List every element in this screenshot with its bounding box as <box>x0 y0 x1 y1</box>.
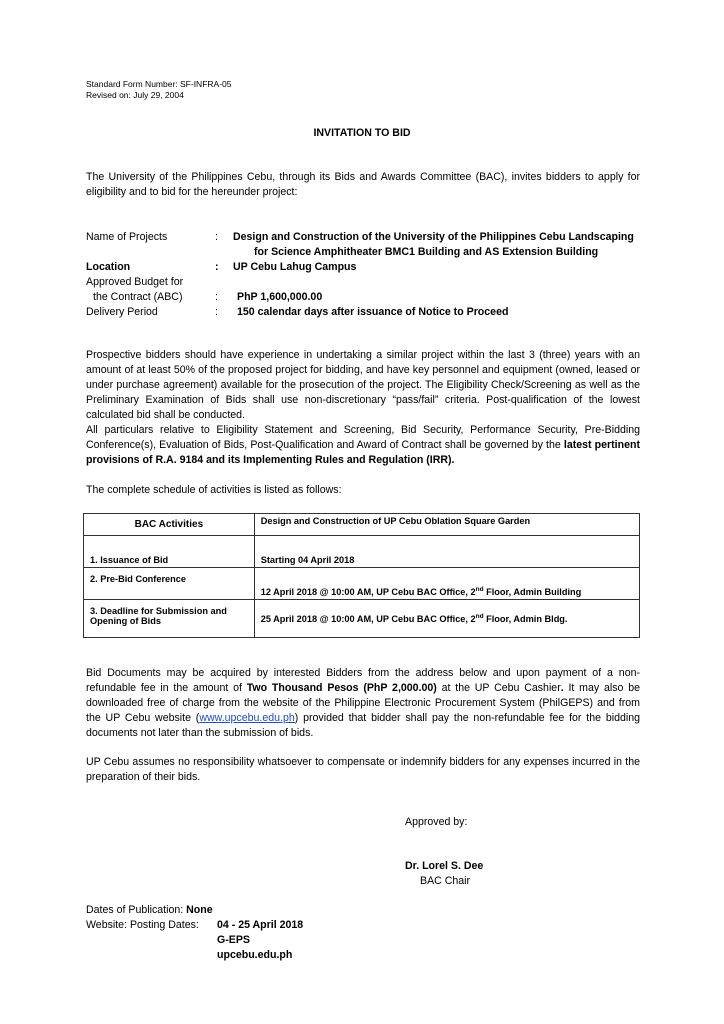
colon: : <box>215 306 218 318</box>
revised-date: Revised on: July 29, 2004 <box>86 90 184 100</box>
fee-amount: Two Thousand Pesos (PhP 2,000.00) <box>246 682 437 694</box>
experience-paragraph: Prospective bidders should have experience in undertaking a similar project within the last 3 (three) years with an amount of at least 50% of the proposed project for bidding, and have key personnel and equipment (owned, leased or under purchase agreement) available for the prosecution of the project. The Eligibility Check/Screening as well as the Preliminary Examination of Bids shall use non-discretionary “pass/fail” criteria. Post-qualification of the lowest calculated bid shall be conducted. <box>86 349 640 421</box>
detail-cell: 25 April 2018 @ 10:00 AM, UP Cebu BAC Office, 2nd Floor, Admin Bldg. <box>254 600 639 638</box>
table-row <box>84 600 640 638</box>
colon: : <box>215 261 219 273</box>
colon: : <box>215 291 218 303</box>
website-posting-label: Website: Posting Dates: <box>86 919 199 931</box>
approver-name: Dr. Lorel S. Dee <box>405 860 484 872</box>
upcebu-website-link[interactable]: www.upcebu.edu.ph <box>199 712 295 724</box>
activity-cell: 2. Pre-Bid Conference <box>84 568 255 600</box>
project-name-line1: Design and Construction of the University of the Philippines Cebu Landscaping <box>233 231 634 243</box>
intro-paragraph: The University of the Philippines Cebu, through its Bids and Awards Committee (BAC), invites bidders to apply for eligibility and to bid for the hereunder project: <box>86 171 640 198</box>
activity-cell: 1. Issuance of Bid <box>84 536 255 568</box>
location-label: Location <box>86 261 131 273</box>
delivery-label: Delivery Period <box>86 306 158 318</box>
publication-dates: Dates of Publication: None <box>86 904 213 916</box>
posting-site-geps: G-EPS <box>217 934 250 946</box>
budget-value: PhP 1,600,000.00 <box>237 291 323 303</box>
colon: : <box>215 231 218 243</box>
documents-paragraph: Bid Documents may be acquired by interested Bidders from the address below and upon payment of a non-refundable fee in the amount of Two Thousand Pesos (PhP 2,000.00) at the UP Cebu Cashier. It may also be downloaded free of charge from the website of the Philippine Electronic Procurement System (PhilGEPS) and from the UP Cebu website (www.upcebu.edu.ph) provided that bidder shall pay the non-refundable fee for the bidding documents not later than the submission of bids. <box>86 667 640 739</box>
schedule-intro: The complete schedule of activities is listed as follows: <box>86 484 342 496</box>
particulars-paragraph <box>86 423 640 468</box>
schedule-header-activities: BAC Activities <box>84 514 255 536</box>
project-name-line2: for Science Amphitheater BMC1 Building and AS Extension Building <box>254 246 599 258</box>
budget-label-line2: the Contract (ABC) <box>93 291 183 303</box>
table-row <box>84 568 640 600</box>
detail-cell: Starting 04 April 2018 <box>254 536 639 568</box>
form-number: Standard Form Number: SF-INFRA-05 <box>86 79 232 89</box>
document-title: INVITATION TO BID <box>313 127 411 139</box>
responsibility-paragraph: UP Cebu assumes no responsibility whatsoever to compensate or indemnify bidders for any expenses incurred in the preparation of their bids. <box>86 756 640 783</box>
schedule-header-project: Design and Construction of UP Cebu Oblation Square Garden <box>254 514 639 536</box>
delivery-value: 150 calendar days after issuance of Notice to Proceed <box>237 306 509 318</box>
project-name-label: Name of Projects <box>86 231 168 243</box>
budget-label-line1: Approved Budget for <box>86 276 184 288</box>
schedule-table <box>83 513 640 638</box>
posting-site-upcebu: upcebu.edu.ph <box>217 949 293 961</box>
particulars-bold: latest pertinent provisions of R.A. 9184 and its Implementing Rules and Regulation (IRR). <box>86 439 640 466</box>
detail-cell: 12 April 2018 @ 10:00 AM, UP Cebu BAC Office, 2nd Floor, Admin Building <box>254 568 639 600</box>
posting-dates: 04 - 25 April 2018 <box>217 919 304 931</box>
particulars-text: All particulars relative to Eligibility Statement and Screening, Bid Security, Performance Security, Pre-Bidding Conference(s), Evaluation of Bids, Post-Qualification and Award of Contract shall be governed by the <box>86 424 640 451</box>
approver-position: BAC Chair <box>420 875 471 887</box>
activity-cell: 3. Deadline for Submission and Opening of Bids <box>84 600 255 638</box>
table-row <box>84 536 640 568</box>
publication-dates-value: None <box>186 904 213 916</box>
approved-by-label: Approved by: <box>405 816 468 828</box>
schedule-header-row <box>84 514 640 536</box>
location-value: UP Cebu Lahug Campus <box>233 261 357 273</box>
